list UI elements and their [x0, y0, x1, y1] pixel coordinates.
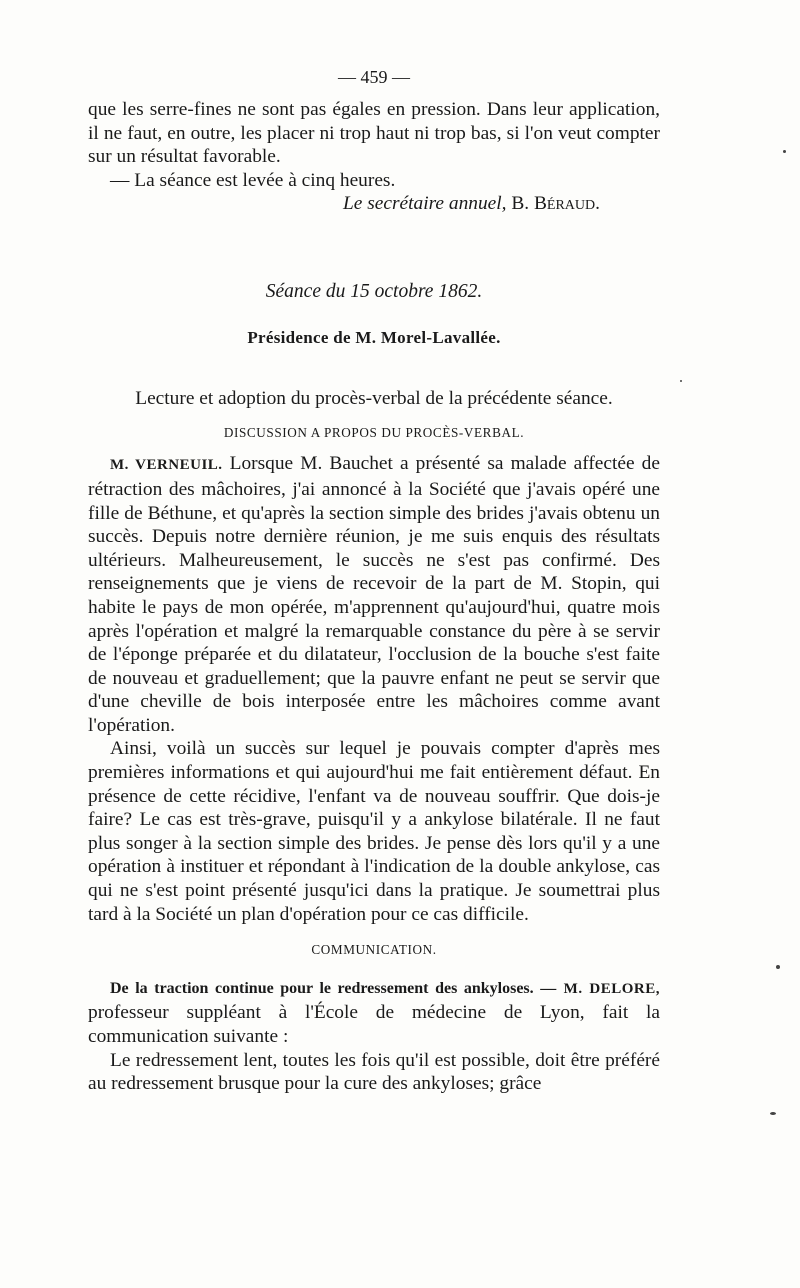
communication-paragraph-2: Le redressement lent, toutes les fois qu'il est possible, doit être préféré au redressement brusque pour la cure des ankyloses; grâce: [88, 1049, 660, 1095]
minutes-adoption: Lecture et adoption du procès-verbal de la précédente séance.: [135, 388, 613, 410]
discussion-paragraph-2: Ainsi, voilà un succès sur lequel je pouvais compter d'après mes premières informations et qui aujourd'hui me fait entièrement défaut. En présence de cette récidive, l'enfant va de nouveau souffrir. Que dois-je faire? Le cas est très-grave, puisqu'il y a ankylose bilatérale. Il ne faut plus songer à la section simple des brides. Je pense dès lors qu'il y a une opération à instituer et répondant à l'indication de la double ankylose, cas qui ne s'est point présenté jusqu'ici dans la pratique. Je soumettrai plus tard à la Société un plan d'opération pour ce cas difficile.: [88, 738, 660, 925]
communication-paragraph-1-text: professeur suppléant à l'École de médecine de Lyon, fait la communication suivante :: [88, 1002, 660, 1047]
signature-name: B. Béraud.: [511, 193, 600, 215]
discussion-paragraph-1-text: Lorsque M. Bauchet a présenté sa malade affectée de rétraction des mâchoires, j'ai annoncé à la Société que j'avais opéré une fille de Béthune, et qu'après la section simple des brides j'avais obtenu un succès. Depuis notre dernière réunion, je me suis enquis des résultats ultérieurs. Malheureusement, le succès ne s'est pas confirmé. Des renseignements que je viens de recevoir de la part de M. Stopin, qui habite le pays de mon opérée, m'apprennent qu'aujourd'hui, quatre mois après l'opération et malgré la remarquable constance du père à se servir de l'éponge préparée et du dilatateur, l'occlusion de la bouche s'est faite de nouveau et graduellement; que la pauvre enfant ne peut se servir que d'une cheville de bois interposée entre les mâchoires comme avant l'opération.: [88, 453, 660, 736]
communication-paragraph-1: [88, 976, 660, 1049]
communication-title: De la traction continue pour le redressement des ankyloses. —: [110, 979, 557, 997]
speaker-verneuil: M. VERNEUIL.: [110, 457, 223, 474]
presidence-line: Présidence de M. Morel-Lavallée.: [247, 327, 501, 347]
discussion-heading: DISCUSSION A PROPOS DU PROCÈS-VERBAL.: [223, 424, 525, 440]
session-closing: — La séance est levée à cinq heures.: [110, 169, 396, 191]
signature-role: Le secrétaire annuel,: [342, 193, 507, 215]
signature: [88, 192, 600, 216]
intro-paragraph: que les serre-fines ne sont pas égales en pression. Dans leur application, il ne faut, en outre, les placer ni trop haut ni trop bas, si l'on veut compter sur un résultat favorable.: [88, 99, 660, 168]
session-heading: Séance du 15 octobre 1862.: [265, 280, 483, 302]
speaker-delore: M. DELORE,: [563, 980, 660, 997]
text-column: [88, 66, 660, 1096]
communication-heading: COMMUNICATION.: [311, 942, 437, 958]
discussion-paragraph-1: [88, 452, 660, 737]
page-number: — 459 —: [338, 67, 410, 87]
